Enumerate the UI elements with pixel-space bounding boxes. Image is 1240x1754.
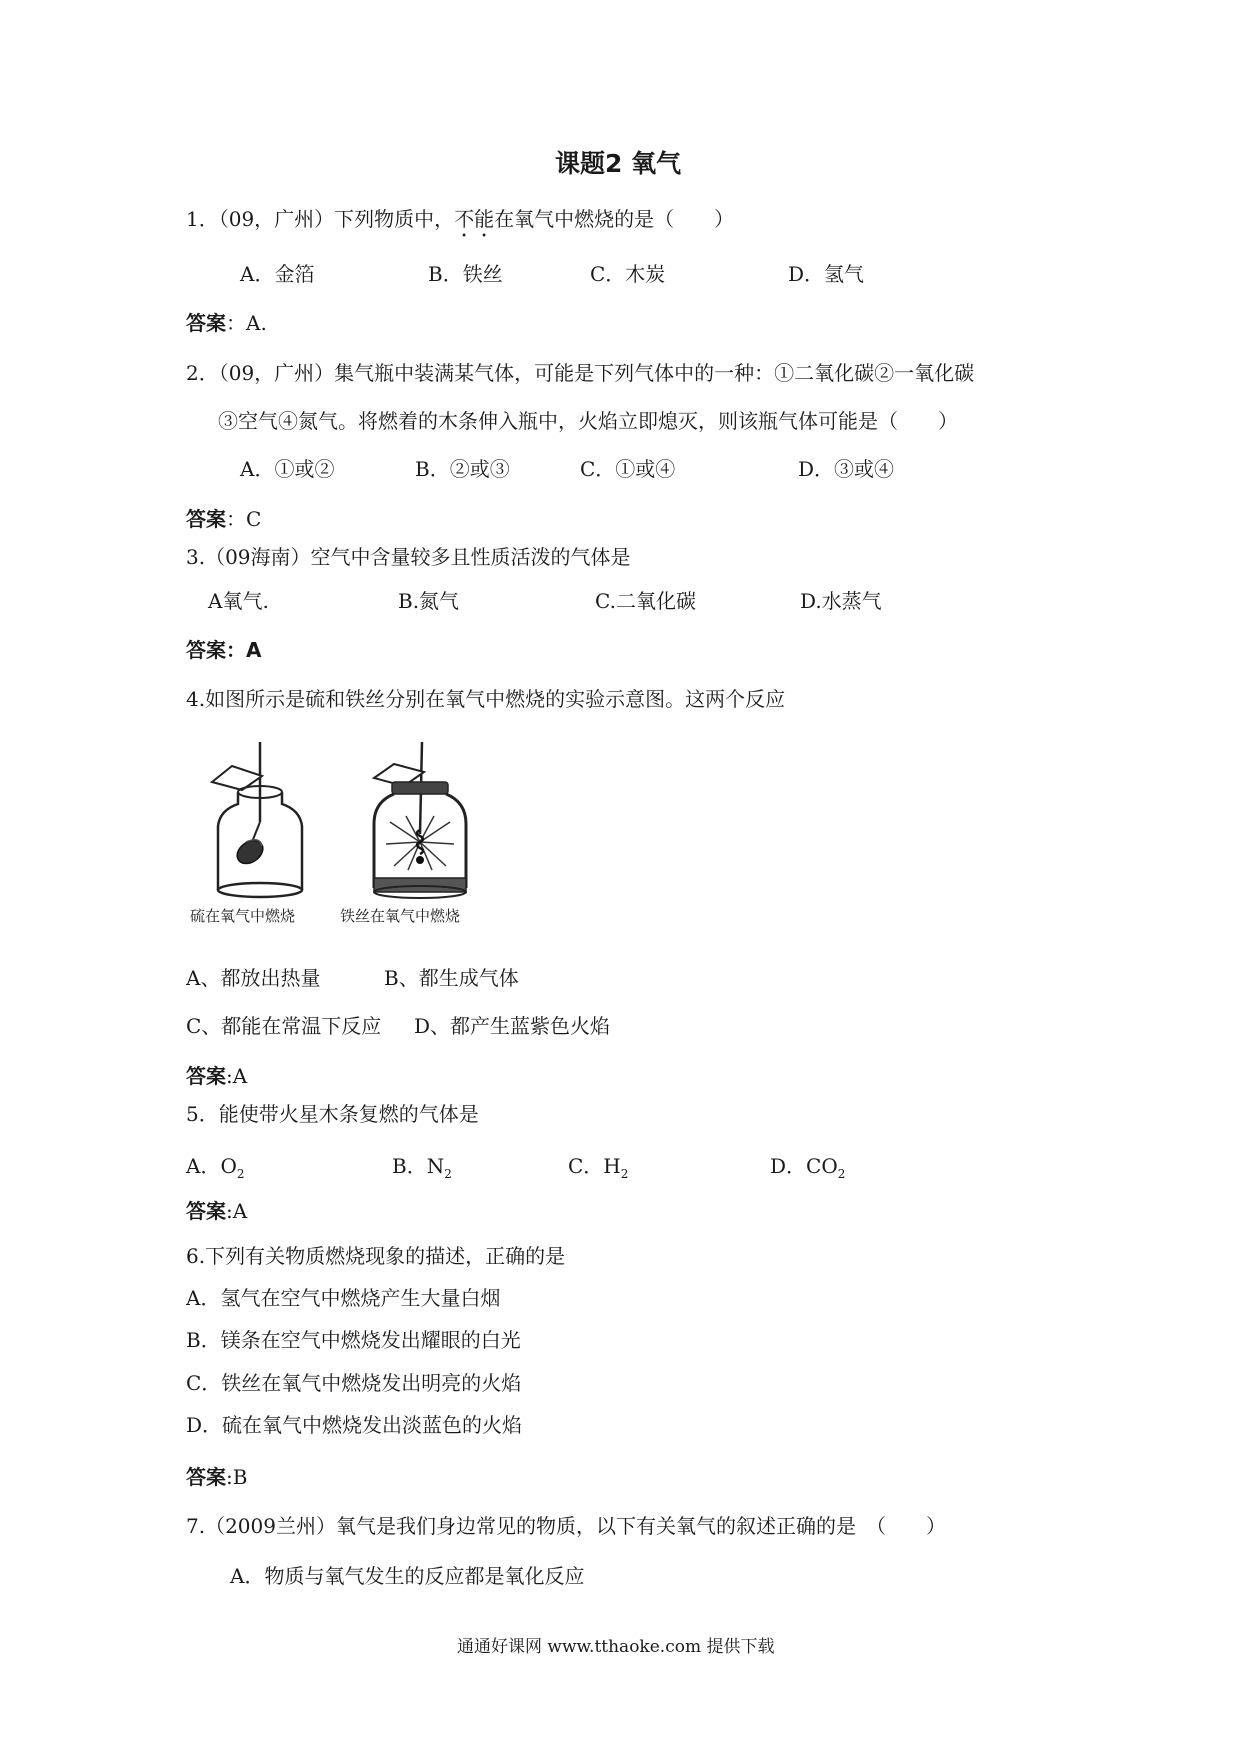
q5-answer <box>186 1195 247 1224</box>
q3-option-d: D.水蒸气 <box>800 589 882 613</box>
iron-wire-combustion-jar-figure <box>360 742 490 900</box>
q2-answer-value: ：C <box>226 507 262 531</box>
q6-option-d: D．硫在氧气中燃烧发出淡蓝色的火焰 <box>186 1413 523 1437</box>
question-6: 6.下列有关物质燃烧现象的描述，正确的是 <box>186 1244 566 1268</box>
q4-option-d: D、都产生蓝紫色火焰 <box>414 1014 611 1038</box>
q4-answer-value: :A <box>226 1064 248 1088</box>
question-3: 3.（09海南）空气中含量较多且性质活泼的气体是 <box>186 545 631 569</box>
question-1-prefix: 1．（09，广州）下列物质中， <box>186 207 455 231</box>
page-title: 课题2 氧气 <box>555 149 682 178</box>
q6-answer <box>186 1461 247 1490</box>
q5-option-c-text: C．H <box>568 1154 621 1178</box>
q5-option-d-subscript: 2 <box>837 1167 846 1181</box>
iron-figure-caption: 铁丝在氧气中燃烧 <box>340 907 461 925</box>
q1-option-b: B．铁丝 <box>428 262 503 286</box>
q4-option-c: C、都能在常温下反应 <box>186 1014 382 1038</box>
q1-answer-value: ：A. <box>226 311 267 335</box>
q6-option-a: A．氢气在空气中燃烧产生大量白烟 <box>186 1286 501 1310</box>
question-7: 7.（2009兰州）氧气是我们身边常见的物质，以下有关氧气的叙述正确的是 （ ） <box>186 1514 946 1538</box>
question-2-line-2: ③空气④氮气。将燃着的木条伸入瓶中，火焰立即熄灭，则该瓶气体可能是（ ） <box>218 409 958 433</box>
q1-option-a: A．金箔 <box>240 262 315 286</box>
question-1-emphasis: 不能 <box>454 207 495 231</box>
q6-answer-label: 答案 <box>186 1465 226 1489</box>
q5-option-d-text: D．CO <box>770 1154 838 1178</box>
q6-answer-value: :B <box>226 1465 248 1489</box>
q2-option-a: A．①或② <box>240 457 335 481</box>
question-1 <box>186 203 734 242</box>
q5-option-a-text: A．O <box>186 1154 237 1178</box>
q4-option-a: A、都放出热量 <box>186 966 321 990</box>
q5-option-b-text: B．N <box>392 1154 445 1178</box>
page-footer: 通通好课网 www.tthaoke.com 提供下载 <box>457 1637 775 1657</box>
q5-option-a-subscript: 2 <box>236 1167 245 1181</box>
q2-answer <box>186 503 261 532</box>
q3-option-b: B.氮气 <box>398 589 460 613</box>
q2-option-b: B．②或③ <box>415 457 510 481</box>
q2-option-c: C．①或④ <box>580 457 676 481</box>
q5-option-a <box>186 1150 244 1181</box>
q6-option-c: C．铁丝在氧气中燃烧发出明亮的火焰 <box>186 1371 522 1395</box>
question-4: 4.如图所示是硫和铁丝分别在氧气中燃烧的实验示意图。这两个反应 <box>186 687 786 711</box>
q2-option-d: D．③或④ <box>798 457 895 481</box>
q3-option-c: C.二氧化碳 <box>595 589 696 613</box>
sulfur-figure-caption: 硫在氧气中燃烧 <box>190 907 296 925</box>
q5-option-c-subscript: 2 <box>620 1167 629 1181</box>
q1-option-d: D．氢气 <box>788 262 865 286</box>
sulfur-combustion-jar-figure <box>190 742 330 900</box>
q6-option-b: B．镁条在空气中燃烧发出耀眼的白光 <box>186 1328 521 1352</box>
q2-answer-label: 答案 <box>186 507 226 531</box>
q5-option-b <box>392 1150 452 1181</box>
q5-option-c <box>568 1150 628 1181</box>
q5-option-d <box>770 1150 845 1181</box>
q1-answer <box>186 307 267 336</box>
q5-answer-label: 答案 <box>186 1199 226 1223</box>
q4-answer-label: 答案 <box>186 1064 226 1088</box>
q5-answer-value: :A <box>226 1199 248 1223</box>
question-1-suffix: 在氧气中燃烧的是（ ） <box>494 207 735 231</box>
question-2-line-1: 2．（09，广州）集气瓶中装满某气体，可能是下列气体中的一种：①二氧化碳②一氧化碳 <box>186 361 975 385</box>
q3-answer: 答案：A <box>186 638 262 662</box>
q1-answer-label: 答案 <box>186 311 226 335</box>
question-5: 5．能使带火星木条复燃的气体是 <box>186 1102 479 1126</box>
q4-option-b: B、都生成气体 <box>384 966 519 990</box>
q4-answer <box>186 1060 247 1089</box>
q5-option-b-subscript: 2 <box>444 1167 452 1181</box>
q7-option-a: A．物质与氧气发生的反应都是氧化反应 <box>230 1564 585 1588</box>
q1-option-c: C．木炭 <box>590 262 666 286</box>
q3-option-a: A氧气. <box>208 589 269 613</box>
